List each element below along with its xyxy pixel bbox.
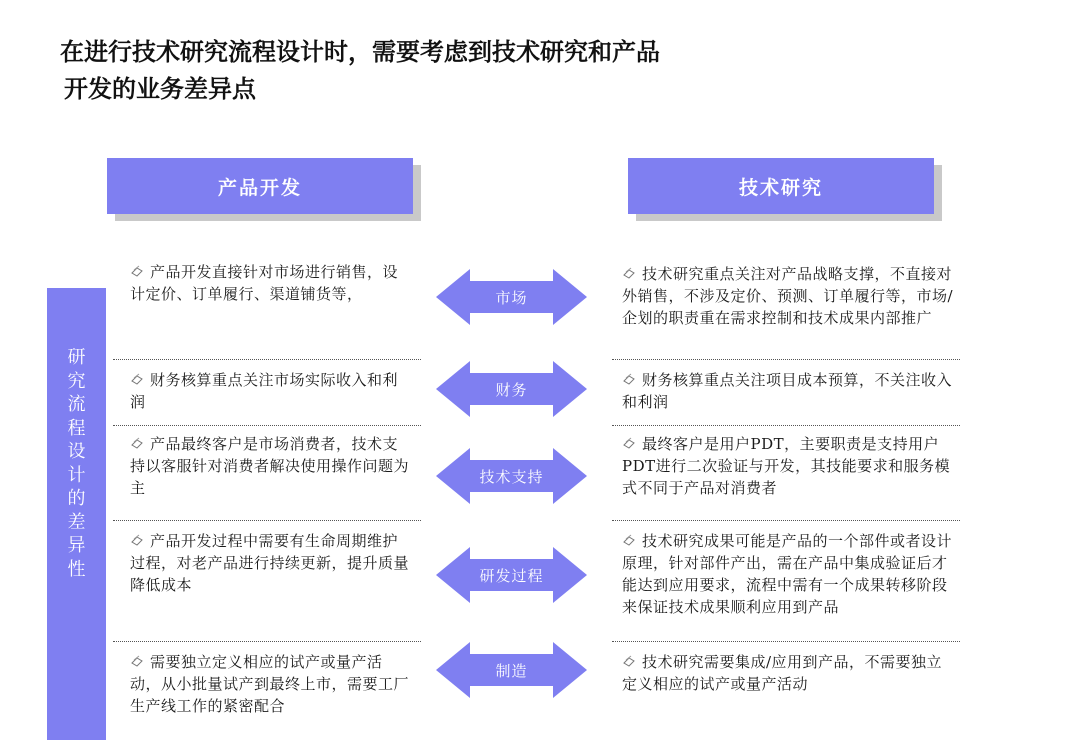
page-title — [60, 34, 880, 108]
row-support-label: 技术支持 — [479, 467, 544, 486]
page-title-line1: 在进行技术研究流程设计时，需要考虑到技术研究和产品 — [60, 38, 660, 66]
bullet-icon — [130, 533, 144, 547]
row-market-arrow — [436, 269, 587, 325]
row-divider-left — [113, 520, 421, 521]
row-rd-process-right-cell — [622, 530, 957, 618]
row-manufacturing-label: 制造 — [495, 661, 528, 680]
side-label-bar — [47, 288, 106, 740]
row-rd-process-left-cell — [130, 530, 410, 596]
row-market-right-text: 技术研究重点关注对产品战略支撑，不直接对外销售，不涉及定价、预测、订单履行等，市场/企划的职责重在需求控制和技术成果内部推广 — [622, 265, 954, 327]
row-market-right-cell — [622, 263, 957, 329]
row-manufacturing-right-cell — [622, 651, 957, 695]
bullet-icon — [130, 264, 144, 278]
row-support-left-text: 产品最终客户是市场消费者，技术支持以客服针对消费者解决使用操作问题为主 — [130, 435, 410, 497]
row-divider-right — [612, 641, 960, 642]
row-rd-process-left-text: 产品开发过程中需要有生命周期维护过程，对老产品进行持续更新，提升质量降低成本 — [130, 532, 410, 594]
row-divider-right — [612, 425, 960, 426]
row-divider-left — [113, 359, 421, 360]
header-product-development-label: 产品开发 — [217, 176, 302, 199]
bullet-icon — [130, 654, 144, 668]
row-finance-right-cell — [622, 369, 957, 413]
bullet-icon — [622, 436, 636, 450]
bullet-icon — [130, 436, 144, 450]
row-support-right-text: 最终客户是用户PDT，主要职责是支持用户PDT进行二次验证与开发，其技能要求和服务模式不同于产品对消费者 — [622, 435, 951, 497]
bullet-icon — [622, 533, 636, 547]
row-support-right-cell — [622, 433, 957, 499]
row-support-left-cell — [130, 433, 410, 499]
row-divider-right — [612, 520, 960, 521]
row-manufacturing-left-text: 需要独立定义相应的试产或量产活动，从小批量试产到最终上市，需要工厂生产线工作的紧密配合 — [130, 653, 410, 715]
row-finance-arrow — [436, 361, 587, 417]
header-technology-research-label: 技术研究 — [738, 176, 823, 199]
row-finance-label: 财务 — [495, 380, 528, 399]
page-title-line2: 开发的业务差异点 — [64, 75, 256, 103]
bullet-icon — [622, 372, 636, 386]
row-rd-process-right-text: 技术研究成果可能是产品的一个部件或者设计原理，针对部件产出，需在产品中集成验证后才能达到应用要求，流程中需有一个成果转移阶段来保证技术成果顺利应用到产品 — [622, 532, 953, 616]
bullet-icon — [622, 654, 636, 668]
row-manufacturing-arrow — [436, 642, 587, 698]
row-rd-process-label: 研发过程 — [479, 566, 544, 585]
row-support-arrow — [436, 448, 587, 504]
row-divider-left — [113, 425, 421, 426]
row-market-left-cell — [130, 261, 410, 305]
row-manufacturing-left-cell — [130, 651, 410, 717]
side-label-text: 研究流程设计的差异性 — [67, 347, 86, 580]
bullet-icon — [622, 266, 636, 280]
row-finance-right-text: 财务核算重点关注项目成本预算，不关注收入和利润 — [622, 371, 953, 411]
bullet-icon — [130, 372, 144, 386]
row-finance-left-cell — [130, 369, 410, 413]
row-market-label: 市场 — [495, 288, 528, 307]
header-product-development — [107, 158, 413, 214]
row-divider-right — [612, 359, 960, 360]
row-market-left-text: 产品开发直接针对市场进行销售，设计定价、订单履行、渠道铺货等， — [130, 263, 399, 303]
row-manufacturing-right-text: 技术研究需要集成/应用到产品，不需要独立定义相应的试产或量产活动 — [622, 653, 943, 693]
row-rd-process-arrow — [436, 547, 587, 603]
row-divider-left — [113, 641, 421, 642]
header-technology-research — [628, 158, 934, 214]
row-finance-left-text: 财务核算重点关注市场实际收入和利润 — [130, 371, 399, 411]
